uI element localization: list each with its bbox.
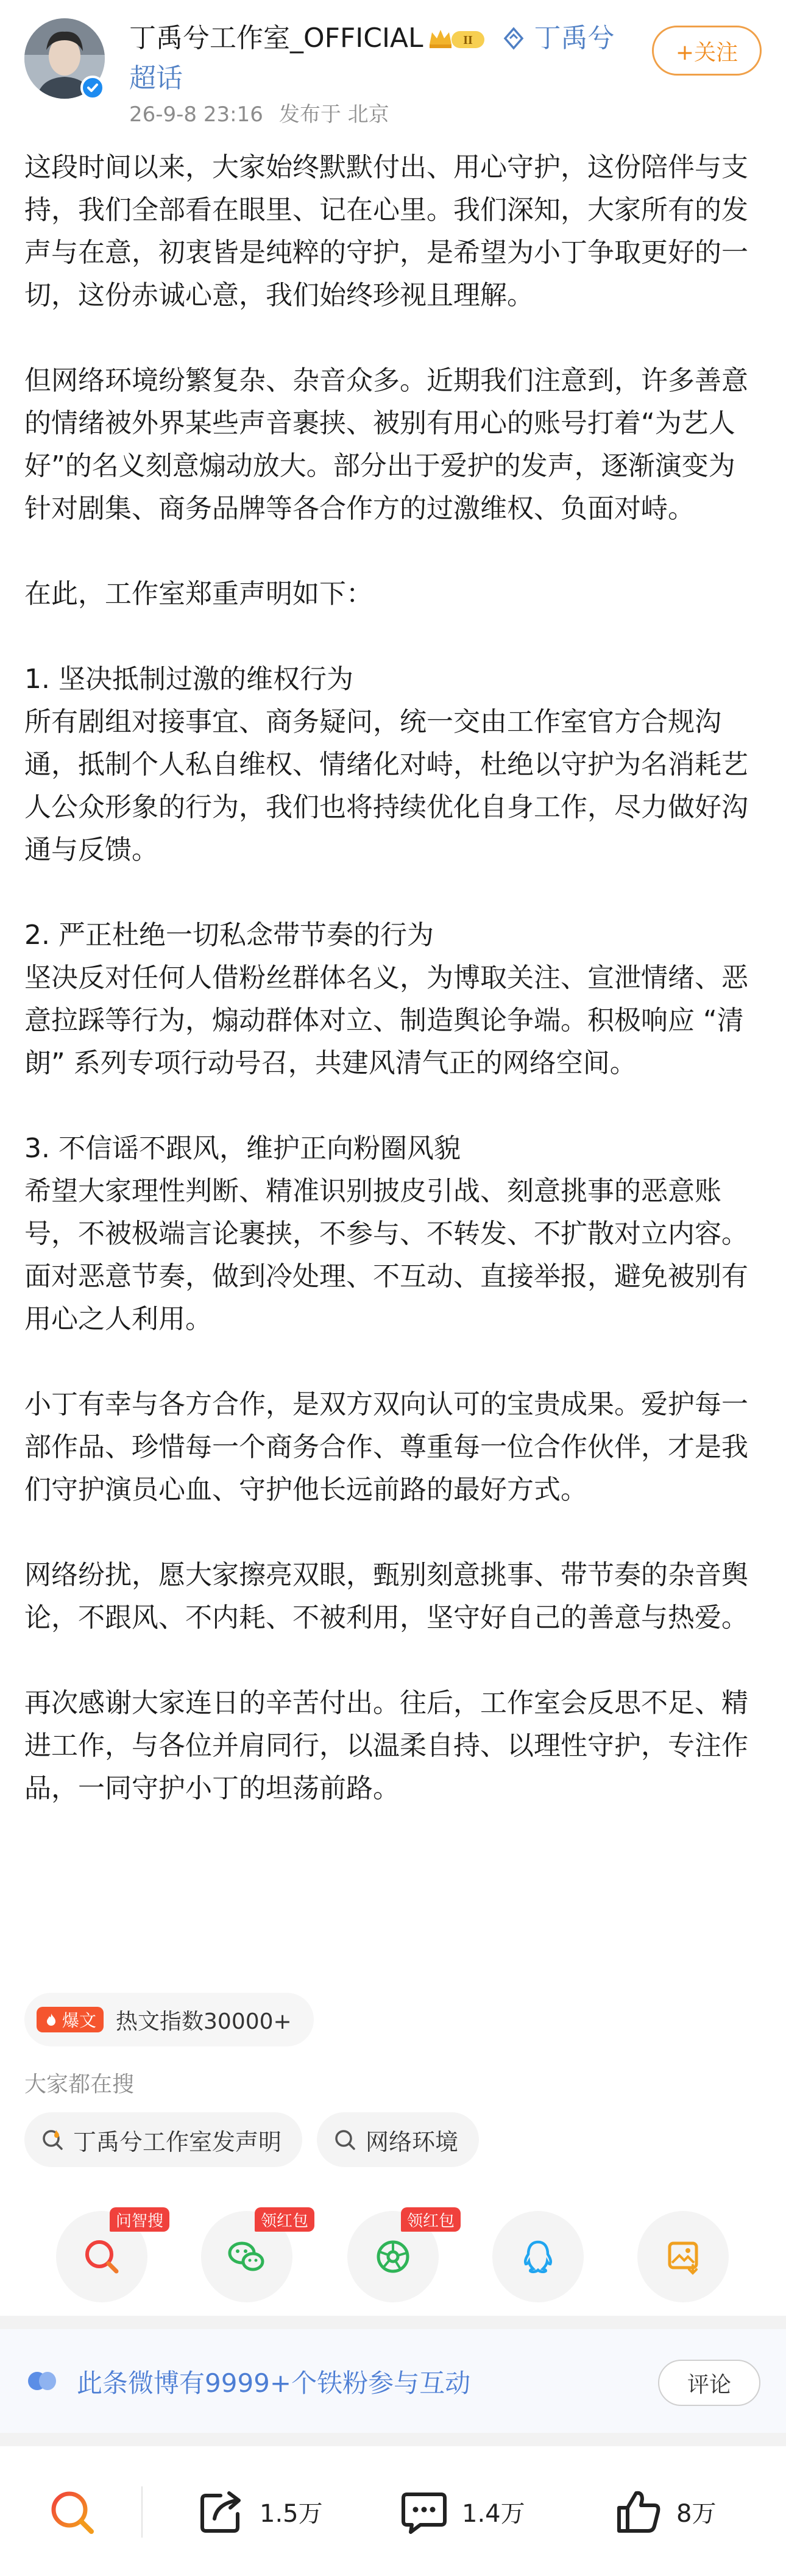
hot-badge [37,2007,104,2032]
like-count: 8万 [676,2499,717,2528]
like-button[interactable] [613,2484,716,2539]
bottom-action-bar [0,2446,786,2576]
search-chip-label: 丁禹兮工作室发声明 [73,2128,282,2156]
share-tag: 领红包 [255,2207,314,2232]
comment-count-button[interactable] [398,2484,525,2539]
paragraph: 1. 坚决抵制过激的维权行为 所有剧组对接事宜、商务疑问，统一交由工作室官方合规沟通，抵制个人私自维权、情绪化对峙，杜绝以守护为名消耗艺人公众形象的行为，我们也将持续优化自身工作，尽力做好沟通与反馈。 [24,664,748,865]
bottom-bar-separator [141,2486,143,2538]
fans-interaction-bar [0,2329,786,2433]
wechat-icon [225,2235,269,2279]
share-ai-search-button[interactable] [56,2211,164,2302]
post-body [24,146,762,1810]
follow-button[interactable]: +关注 [652,26,762,76]
search-chip-label: 网络环境 [366,2128,459,2156]
super-topic-link[interactable]: 丁禹兮超话 [129,23,615,94]
hot-search-icon [40,2127,65,2152]
post-author-line [129,21,641,96]
moments-icon [371,2235,415,2279]
qq-icon [516,2235,560,2279]
share-save-image-button[interactable] [637,2211,729,2302]
share-wechat-button[interactable] [201,2211,309,2302]
ai-search-icon[interactable] [45,2485,100,2540]
search-chip[interactable] [24,2112,302,2167]
fans-icon [27,2368,57,2394]
trending-search-title: 大家都在搜 [24,2072,135,2097]
hot-badge-label: 爆文 [62,2010,97,2031]
paragraph: 但网络环境纷繁复杂、杂音众多。近期我们注意到，许多善意的情绪被外界某些声音裹挟、被别有用心的账号打着“为艺人好”的名义刻意煽动放大。部分出于爱护的发声，逐渐演变为针对剧集、商务品牌等各合作方的过激维权、负面对峙。 [24,365,748,524]
post-header [0,0,786,146]
crown-level-icon [427,25,487,52]
comment-icon [398,2486,450,2537]
post-location: 发布于 北京 [278,102,389,127]
thumbs-up-icon [613,2486,664,2537]
share-row [0,2198,786,2313]
trending-search-chips [24,2112,479,2167]
save-image-icon [661,2235,705,2279]
repost-button[interactable] [196,2484,323,2539]
fans-interaction-text: 此条微博有9999+个铁粉参与互动 [77,2368,471,2398]
search-icon [333,2127,357,2152]
ai-search-icon [80,2235,124,2279]
section-divider [0,2316,786,2329]
comment-button[interactable]: 评论 [658,2360,760,2406]
flame-icon [44,2012,58,2027]
search-chip[interactable] [317,2112,479,2167]
paragraph: 再次感谢大家连日的辛苦付出。往后，工作室会反思不足、精进工作，与各位并肩同行，以温柔自持、以理性守护，专注作品，一同守护小丁的坦荡前路。 [24,1687,748,1804]
level-text: II [462,34,473,47]
share-tag: 问智搜 [110,2207,169,2232]
super-topic-icon [501,26,526,51]
paragraph: 3. 不信谣不跟风，维护正向粉圈风貌 希望大家理性判断、精准识别披皮引战、刻意挑事的恶意账号，不被极端言论裹挟，不参与、不转发、不扩散对立内容。面对恶意节奏，做到冷处理、不互动、直接举报，避免被别有用心之人利用。 [24,1133,748,1335]
share-qq-button[interactable] [492,2211,584,2302]
post-timestamp: 26-9-8 23:16 [129,102,263,127]
paragraph: 2. 严正杜绝一切私念带节奏的行为 坚决反对任何人借粉丝群体名义，为博取关注、宣泄情绪、恶意拉踩等行为，煽动群体对立、制造舆论争端。积极响应 “清朗” 系列专项行动号召，共建风清气正的网络空间。 [24,920,748,1079]
share-tag: 领红包 [401,2207,461,2232]
post-meta [129,98,389,127]
comment-count: 1.4万 [462,2499,525,2528]
paragraph: 小丁有幸与各方合作，是双方双向认可的宝贵成果。爱护每一部作品、珍惜每一个商务合作、尊重每一位合作伙伴，才是我们守护演员心血、守护他长远前路的最好方式。 [24,1389,748,1505]
paragraph: 网络纷扰，愿大家擦亮双眼，甄别刻意挑事、带节奏的杂音舆论，不跟风、不内耗、不被利用，坚守好自己的善意与热爱。 [24,1559,748,1633]
paragraph: 在此，工作室郑重声明如下： [24,578,373,609]
paragraph: 这段时间以来，大家始终默默付出、用心守护，这份陪伴与支持，我们全部看在眼里、记在心里。我们深知，大家所有的发声与在意，初衷皆是纯粹的守护，是希望为小丁争取更好的一切，这份赤诚心意，我们始终珍视且理解。 [24,152,748,311]
section-divider [0,2433,786,2446]
hot-index-text: 热文指数30000+ [116,2009,292,2034]
repost-icon [196,2486,247,2537]
user-level-badge [427,25,487,61]
repost-count: 1.5万 [260,2499,323,2528]
share-moments-button[interactable] [347,2211,455,2302]
verified-badge-icon [80,76,105,100]
hot-index-chip[interactable] [24,1993,314,2046]
user-name[interactable]: 丁禹兮工作室_OFFICIAL [129,23,423,54]
